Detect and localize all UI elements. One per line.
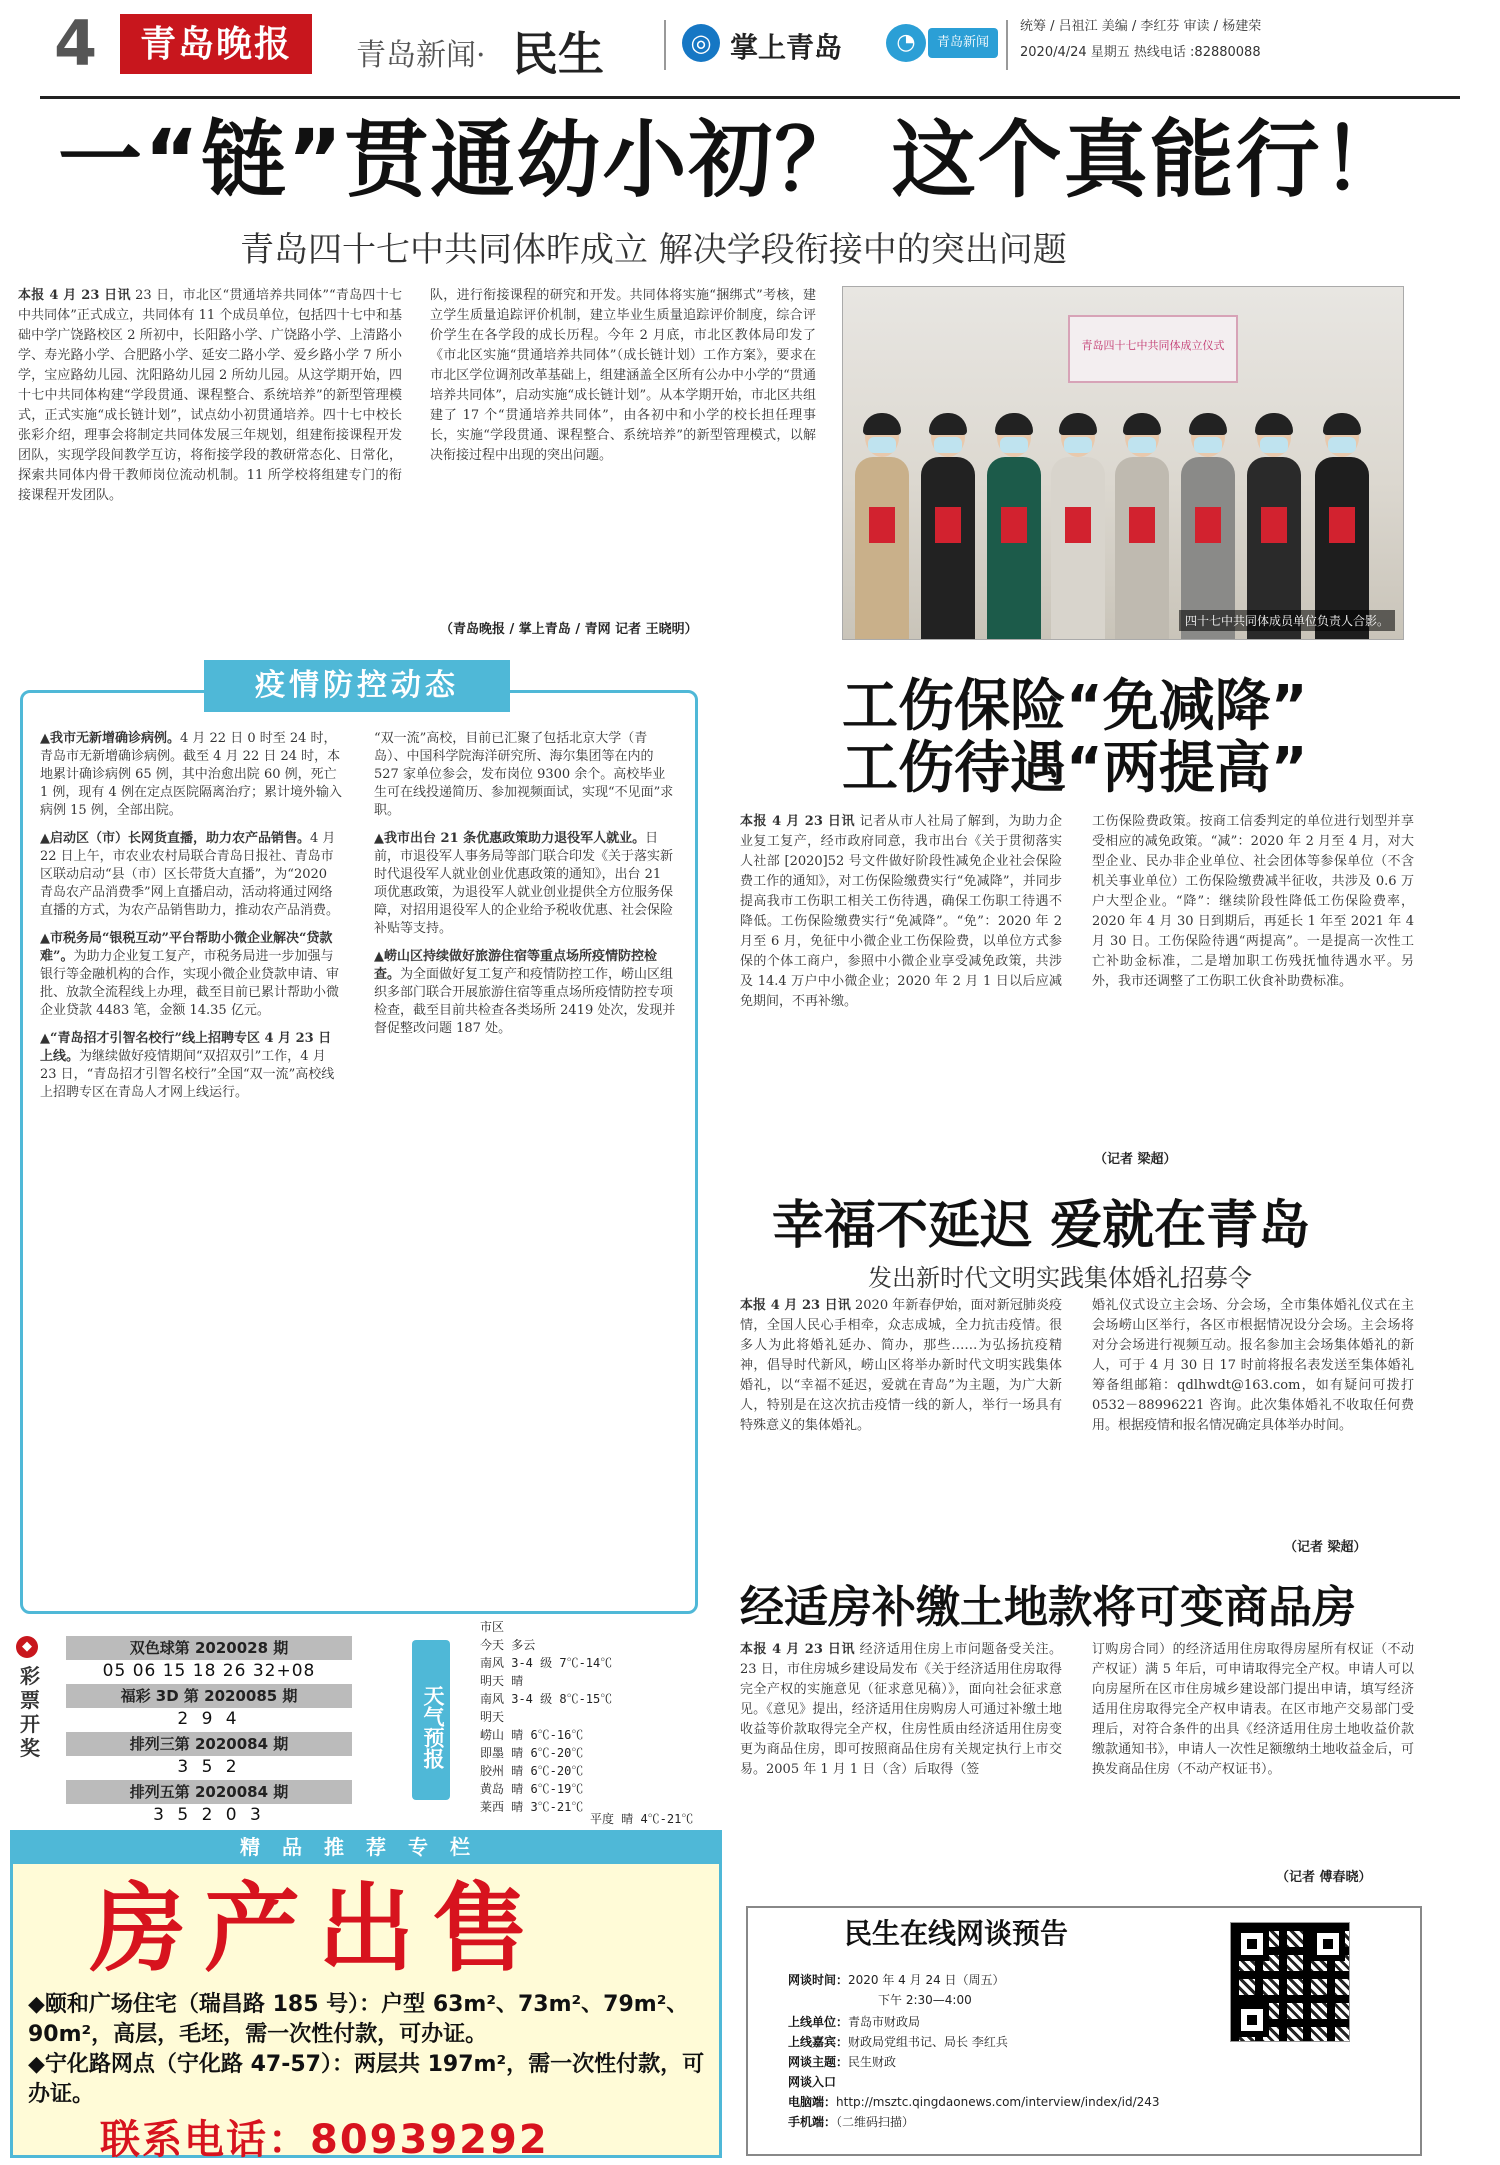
story3-text: 2020 年新春伊始，面对新冠肺炎疫情，全国人民心手相牵，众志成城，全力抗击疫情。很多人为此将婚礼延办、简办，那些……为弘扬抗疫精神，倡导时代新风，崂山区将举办新时代文明实践集体婚礼，以“幸福不延迟，爱就在青岛”为主题，为广大新人，特别是在这次抗击疫情一线的新人，举行一场具有特殊意义的集体婚礼。 xyxy=(740,1298,1062,1433)
talk-row-value: 青岛市财政局 xyxy=(848,2015,921,2029)
header-rule xyxy=(40,96,1460,99)
section-prefix: 青岛新闻· xyxy=(356,38,486,73)
epidemic-item-text: 4 月 22 日 0 时至 24 时，青岛市无新增确诊病例。截至 4 月 22 日 24 时，本地累计确诊病例 65 例，其中治愈出院 60 例，死亡 1 例，现有 4 例在定点医院隔离治疗；累计境外输入病例 15 例，全部出院。 xyxy=(40,731,342,818)
top-story-col1 xyxy=(18,286,402,642)
talk-row xyxy=(878,1990,972,2010)
photo-person xyxy=(1049,417,1107,639)
weather-line: 崂山 晴 6℃-16℃ xyxy=(480,1728,584,1742)
story4-lead: 本报 4 月 23 日讯 xyxy=(740,1642,855,1657)
story2-col1 xyxy=(740,812,1062,1172)
story4-text-2: 订购房合同）的经济适用住房取得房屋所有权证（不动产权证）满 5 年后，可申请取得完全产权。申请人可以向房屋所在区市住房城乡建设部门提出申请，填写经济适用住房取得完全产权申请表。在区市地产交易部门受理后，对符合条件的出具《经济适用住房土地收益价款缴款通知书》，申请人一次性足额缴纳土地收益金后，可换发商品住房（不动产权证书）。 xyxy=(1092,1642,1414,1777)
top-story-lead: 本报 4 月 23 日讯 xyxy=(18,288,131,303)
talk-row-value: 财政局党组书记、局长 李红兵 xyxy=(848,2035,1008,2049)
story4-byline: （记者 傅春晓） xyxy=(1276,1870,1372,1885)
story2-headline-2: 工伤待遇“两提高” xyxy=(842,736,1308,801)
talk-url-link[interactable]: http://msztc.qingdaonews.com/interview/index/id/243 xyxy=(836,2095,1160,2109)
epidemic-item-text: 4 月 22 日上午，市农业农村局联合青岛日报社、青岛市区联动启动“县（市）区长带货大直播”，为“2020 青岛农产品消费季”网上直播启动，活动将通过网络直播的方式，为农产品销售助力，推动农产品消费。 xyxy=(40,831,340,918)
epidemic-item-text: 日前，市退役军人事务局等部门联合印发《关于落实新时代退役军人就业创业优惠政策的通知》，出台 21 项优惠政策，为退役军人就业创业提供全方位服务保障，对招用退役军人的企业给予税收优惠、社会保险补贴等支持。 xyxy=(374,831,674,936)
talk-row xyxy=(788,2072,836,2092)
photo-person xyxy=(919,417,977,639)
epidemic-item-lead: ▲启动区（市）长网货直播，助力农产品销售。 xyxy=(40,831,310,846)
epidemic-item-lead: ▲“青岛招才引智名校行”线上招聘专区 4 月 23 日上线。 xyxy=(40,1031,332,1064)
epidemic-item-lead: ▲崂山区持续做好旅游住宿等重点场所疫情防控检查。 xyxy=(374,949,657,982)
epidemic-item-lead: ▲我市出台 21 条优惠政策助力退役军人就业。 xyxy=(374,831,646,846)
date-line: 2020/4/24 星期五 热线电话 :82880088 xyxy=(1020,45,1261,60)
story4-text: 经济适用住房上市问题备受关注。23 日，市住房城乡建设局发布《关于经济适用住房取得完全产权的实施意见（征求意见稿）》，面向社会征求意见。《意见》提出，经济适用住房购房人可通过补缴土地收益等价款取得完全产权，住房性质由经济适用住房变更为商品住房，即可按照商品住房有关规定执行上市交易。2005 年 1 月 1 日（含）后取得（签 xyxy=(740,1642,1062,1777)
story2-lead: 本报 4 月 23 日讯 xyxy=(740,814,855,829)
lottery-badge-icon: ◆ xyxy=(16,1636,38,1658)
weather-line: 即墨 晴 6℃-20℃ xyxy=(480,1746,584,1760)
group-photo xyxy=(842,286,1404,640)
top-story-byline: （青岛晚报 / 掌上青岛 / 青网 记者 王晓明） xyxy=(440,622,698,637)
lottery-draw-name: 福彩 3D 第 2020085 期 xyxy=(66,1684,352,1708)
story3-subhead: 发出新时代文明实践集体婚礼招募令 xyxy=(868,1264,1252,1292)
epidemic-item-text: 为全面做好复工复产和疫情防控工作，崂山区组织多部门联合开展旅游住宿等重点场所疫情防控专项检查，截至目前共检查各类场所 2419 处次，发现并督促整改问题 187 处。 xyxy=(374,967,676,1036)
ad-title: 房产出售 xyxy=(90,1873,546,1985)
photo-person xyxy=(1245,417,1303,639)
weather-line: 南风 3-4 级 7℃-14℃ xyxy=(480,1656,613,1670)
lottery-draw-numbers: 3 5 2 xyxy=(177,1757,241,1777)
ad-banner: 精品推荐专栏 xyxy=(10,1830,722,1864)
photo-person xyxy=(853,417,911,639)
ad-listing-1: ◆颐和广场住宅（瑞昌路 185 号）：户型 63m²、73m²、79m²、90m²，高层，毛坯，需一次性付款，可办证。 xyxy=(28,1992,689,2047)
story2-col2 xyxy=(1092,812,1414,1148)
header-divider xyxy=(1006,20,1008,70)
epidemic-item-lead: ▲市税务局“银税互动”平台帮助小微企业解决“贷款难”。 xyxy=(40,931,333,964)
editor-line: 统筹 / 吕祖江 美编 / 李红芬 审读 / 杨建荣 xyxy=(1020,19,1262,34)
story2-text: 记者从市人社局了解到，为助力企业复工复产，经市政府同意，我市出台《关于贯彻落实人社部 [2020]52 号文件做好阶段性减免企业社会保险费工作的通知》，对工伤保险缴费实行“免减降”，并同步提高我市工伤职工相关工伤待遇，确保工伤职工待遇不降低。工伤保险缴费实行“免减降”。“免”：2020 年 2 月至 6 月，免征中小微企业工伤保险费，以单位方式参保的个体工商户，参照中小微企业享受减免政策，共涉及 14.4 万户中小微企业；2020 年 2 月 1 日以后应减免期间，不再补缴。 xyxy=(740,814,1062,1009)
weather-line: 明天 xyxy=(480,1710,505,1724)
talk-row-value: 2020 年 4 月 24 日（周五） xyxy=(848,1973,1005,1987)
talk-row xyxy=(788,2012,920,2032)
lottery-label: 彩票开奖 xyxy=(20,1664,40,1760)
photo-person xyxy=(985,417,1043,639)
weather-line: 胶州 晴 6℃-20℃ xyxy=(480,1764,584,1778)
weather-line: 莱西 晴 3℃-21℃ xyxy=(480,1800,584,1814)
story4-col1 xyxy=(740,1640,1062,1884)
lottery-draw-numbers: 2 9 4 xyxy=(177,1709,241,1729)
story4-col2 xyxy=(1092,1640,1414,1864)
weather-line: 黄岛 晴 6℃-19℃ xyxy=(480,1782,584,1796)
epidemic-item-text: “双一流”高校，目前已汇聚了包括北京大学（青岛）、中国科学院海洋研究所、海尔集团等在内的 527 家单位参会，发布岗位 9300 余个。高校毕业生可在线投递简历、参加视频面试，实现“不见面”求职。 xyxy=(374,731,674,818)
talk-row-value: 下午 2:30—4:00 xyxy=(878,1993,972,2007)
talk-row-value: （二维码扫描） xyxy=(836,2115,915,2129)
site-logo: 青岛新闻 xyxy=(928,28,998,58)
story3-col1 xyxy=(740,1296,1062,1556)
site-logo-icon: ◔ xyxy=(886,24,926,62)
talk-row-label: 网谈入口 xyxy=(788,2075,837,2089)
weather-line: 南风 3-4 级 8℃-15℃ xyxy=(480,1692,613,1706)
talk-row xyxy=(788,2052,896,2072)
story3-text-2: 婚礼仪式设立主会场、分会场，全市集体婚礼仪式在主会场崂山区举行，各区市根据情况设分会场。主会场将对分会场进行视频互动。报名参加主会场集体婚礼的新人，可于 4 月 30 日 17 时前将报名表发送至集体婚礼筹备组邮箱：qdlhwdt@163.com，如有疑问可拨打 0532－88996221 咨询。此次集体婚礼不收取任何费用。根据疫情和报名情况确定具体举办时间。 xyxy=(1092,1298,1414,1433)
story2-headline-1: 工伤保险“免减降” xyxy=(842,674,1308,739)
talk-row-value: 民生财政 xyxy=(848,2055,897,2069)
top-story-col2 xyxy=(430,286,816,616)
epidemic-item-lead: ▲我市无新增确诊病例。 xyxy=(40,731,180,746)
ad-listing-2: ◆宁化路网点（宁化路 47-57）：两层共 197m²，需一次性付款，可办证。 xyxy=(28,2052,705,2107)
top-headline: 一“链”贯通幼小初？ 这个真能行！ xyxy=(58,111,1408,209)
story4-headline: 经适房补缴土地款将可变商品房 xyxy=(740,1582,1356,1633)
online-talk-title: 民生在线网谈预告 xyxy=(844,1917,1069,1950)
top-subheadline: 青岛四十七中共同体昨成立 解决学段衔接中的突出问题 xyxy=(240,230,1067,270)
app-name: 掌上青岛 xyxy=(730,31,843,64)
story3-byline: （记者 梁超） xyxy=(1284,1540,1367,1555)
qr-code-icon[interactable] xyxy=(1230,1922,1350,2042)
page-number: 4 xyxy=(54,7,98,80)
talk-row-label: 上线嘉宾： xyxy=(788,2035,849,2049)
talk-row-label: 网谈时间： xyxy=(788,1973,849,1987)
photo-person xyxy=(1313,417,1371,639)
photo-person xyxy=(1179,417,1237,639)
talk-row xyxy=(788,2112,914,2132)
ad-phone: 联系电话：80939292 xyxy=(100,2117,549,2163)
weather-label: 天气预报 xyxy=(412,1640,450,1800)
talk-row xyxy=(788,2032,1008,2052)
story3-lead: 本报 4 月 23 日讯 xyxy=(740,1298,851,1313)
weather-line: 明天 晴 xyxy=(480,1674,524,1688)
top-story-text: 23 日，市北区“贯通培养共同体”“青岛四十七中共同体”正式成立，共同体有 11 个成员单位，包括四十七中和基础中学广饶路校区 2 所初中，长阳路小学、广饶路小学、上清路小学、寿光路小学、合肥路小学、延安二路小学、爱乡路小学 7 所小学，宝应路幼儿园、沈阳路幼儿园 2 所幼儿园。从这学期开始，四十七中共同体构建“学段贯通、课程整合、系统培养”的新型管理模式，正式实施“成长链计划”，试点幼小初贯通培养。四十七中校长张彩介绍，理事会将制定共同体发展三年规划，组建衔接课程开发团队，实现学段间教学互访，将衔接学段的教研常态化、日常化，探索共同体内骨干教师岗位流动机制。11 所学校将组建专门的衔接课程开发团队。 xyxy=(18,288,402,503)
epidemic-box-title: 疫情防控动态 xyxy=(204,660,510,712)
lottery-draw-numbers: 3 5 2 0 3 xyxy=(153,1805,265,1825)
section-title: 民生 xyxy=(512,27,604,81)
talk-row-label: 电脑端： xyxy=(788,2095,837,2109)
lottery-draw-name: 双色球第 2020028 期 xyxy=(66,1636,352,1660)
talk-row-label: 手机端： xyxy=(788,2115,837,2129)
story2-text-2: 工伤保险费政策。按商工信委判定的单位进行划型并享受相应的减免政策。“减”：2020 年 2 月至 4 月，对大型企业、民办非企业单位、社会团体等参保单位（不含机关事业单位）工伤保险缴费减半征收，共涉及 0.6 万户大型企业。“降”：继续阶段性降低工伤保险费率，2020 年 4 月 30 日到期后，再延长 1 年至 2021 年 4 月 30 日。工伤保险待遇“两提高”。一是提高一次性工亡补助金标准，二是增加职工伤残抚恤待遇水平。另外，我市还调整了工伤职工伙食补助费标准。 xyxy=(1092,814,1414,989)
app-logo-icon: ◎ xyxy=(682,24,720,62)
epidemic-item-text: 为助力企业复工复产，市税务局进一步加强与银行等金融机构的合作，实现小微企业贷款申请、审批、放款全流程线上办理，截至目前已累计帮助小微企业贷款 4483 笔，金额 14.35 亿元。 xyxy=(40,949,340,1018)
weather-line: 平度 晴 4℃-21℃ xyxy=(590,1812,694,1826)
header-divider xyxy=(664,20,666,70)
masthead-logo: 青岛晚报 xyxy=(120,14,312,74)
talk-row-label: 上线单位： xyxy=(788,2015,849,2029)
top-story-text-2: 队，进行衔接课程的研究和开发。共同体将实施“捆绑式”考核，建立学生质量追踪评价机制，建立毕业生质量追踪评价制度，综合评价学生在各学段的成长历程。今年 2 月底，市北区教体局印发了《市北区实施“贯通培养共同体”（成长链计划）工作方案》，要求在市北区学位调剂改革基础上，组建涵盖全区所有公办中小学的“贯通培养共同体”，启动实施“成长链计划”。从本学期开始，市北区共组建了 17 个“贯通培养共同体”，由各初中和小学的校长担任理事长，实施“学段贯通、课程整合、系统培养”的新型管理模式，以解决衔接过程中出现的突出问题。 xyxy=(430,288,816,463)
story2-byline: （记者 梁超） xyxy=(1094,1152,1177,1167)
lottery-draw-name: 排列五第 2020084 期 xyxy=(66,1780,352,1804)
epidemic-col2 xyxy=(374,730,678,1600)
photo-person xyxy=(1113,417,1171,639)
epidemic-item-text: 为继续做好疫情期间“双招双引”工作，4 月 23 日，“青岛招才引智名校行”全国“双一流”高校线上招聘专区在青岛人才网上线运行。 xyxy=(40,1049,335,1100)
story3-headline: 幸福不延迟 爱就在青岛 xyxy=(772,1196,1311,1256)
lottery-draw-numbers: 05 06 15 18 26 32+08 xyxy=(102,1661,316,1681)
talk-row-label: 网谈主题： xyxy=(788,2055,849,2069)
epidemic-col1 xyxy=(40,730,344,1600)
talk-row xyxy=(788,1970,1005,1990)
weather-line: 今天 多云 xyxy=(480,1638,536,1652)
photo-caption: 四十七中共同体成员单位负责人合影。 xyxy=(1179,610,1395,631)
lottery-draw-name: 排列三第 2020084 期 xyxy=(66,1732,352,1756)
weather-line: 市区 xyxy=(480,1620,505,1634)
story3-col2 xyxy=(1092,1296,1414,1532)
photo-wall-sign: 青岛四十七中共同体成立仪式 xyxy=(1068,315,1238,383)
talk-row[interactable] xyxy=(788,2092,1160,2112)
